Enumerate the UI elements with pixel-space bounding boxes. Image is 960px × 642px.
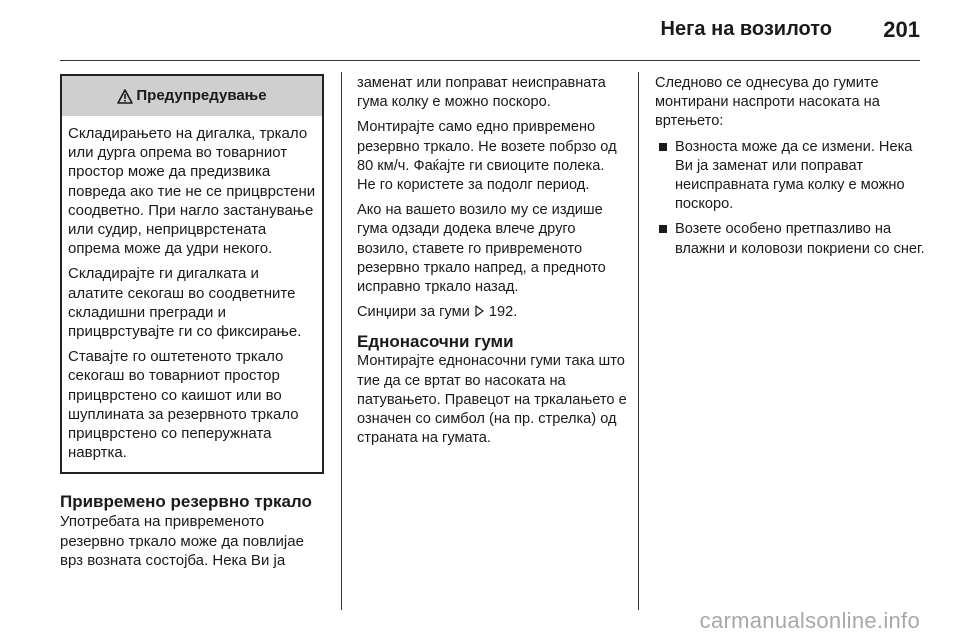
square-bullet-icon: [659, 143, 667, 151]
bullet-list: [655, 138, 925, 259]
list-item-text: Возноста може да се измени. Нека Ви ја заменат или поправат неисправната гума колку е можно поскоро.: [675, 138, 913, 213]
header-divider: [60, 60, 920, 61]
column-divider-2: [638, 72, 639, 610]
warning-paragraph: Складирањето на дигалка, тркало или дурга опрема во товарниот простор може да предизвика повреда ако тие не се прицврстени соодветно. При нагло застанување или судир, неприцврстената опрема може да удри некого.: [68, 125, 316, 258]
warning-paragraph: Складирајте ги дигалката и алатите секогаш во соодветните складишни прегради и прицврстувајте ги со фиксирање.: [68, 265, 302, 341]
warning-box: [60, 74, 324, 474]
warning-header: [62, 76, 322, 116]
square-bullet-icon: [659, 225, 667, 233]
cross-reference-text: Синџири за гуми: [357, 304, 470, 321]
cross-reference-page: 192.: [488, 304, 518, 321]
column-middle: [357, 74, 627, 454]
page-number: 201: [883, 17, 920, 42]
directional-tyres-intro: Монтирајте еднонасочни гуми така што тие да се вртат во насоката на патувањето. Правецот на тркалањето е означен со симбол (на пр. стрелка) од страната на гумата.: [357, 353, 627, 447]
list-item-text: Возете особено претпазливо на влажни и коловози покриени со снег.: [675, 221, 925, 257]
heading-temporary-spare: Привремено резервно тркало: [60, 492, 312, 512]
column-divider-1: [341, 72, 342, 610]
temporary-spare-paragraph: заменат или поправат неисправната гума колку е можно поскоро.: [357, 75, 606, 111]
heading-directional-tyres: Еднонасочни гуми: [357, 332, 514, 352]
warning-paragraph: Ставајте го оштетеното тркало секогаш во товарниот простор прицврстено со каишот или во шуплината за резервното тркало прицврстено со пеперужната навртка.: [68, 348, 299, 462]
page-reference-arrow-icon: [475, 305, 484, 317]
section-title: Нега на возилото: [660, 18, 832, 40]
list-item: [655, 138, 925, 215]
temporary-spare-intro: Употребата на привременото резервно тркало може да повлијае врз возната состојба. Нека Ви ја: [60, 513, 304, 569]
warning-triangle-icon: [117, 89, 133, 104]
warning-body: [62, 116, 322, 472]
temporary-spare-paragraph: Монтирајте само едно привремено резервно тркало. Не возете побрзо од 80 км/ч. Фаќајте ги свиоците полека. Не го користете за подолг период.: [357, 119, 617, 194]
column-left: [60, 74, 326, 576]
cross-reference[interactable]: [357, 303, 627, 322]
column-right: [655, 74, 925, 265]
temporary-spare-paragraph: Ако на вашето возило му се издише гума одзади додека влече друго возило, ставете го привременото резервно тркало напред, а предното исправно тркало назад.: [357, 202, 606, 296]
list-item: [655, 220, 925, 258]
watermark: carmanualsonline.info: [699, 608, 920, 633]
warning-title: Предупредување: [136, 87, 267, 105]
directional-tyres-note: Следново се однесува до гумите монтирани наспроти насоката на вртењето:: [655, 75, 880, 130]
